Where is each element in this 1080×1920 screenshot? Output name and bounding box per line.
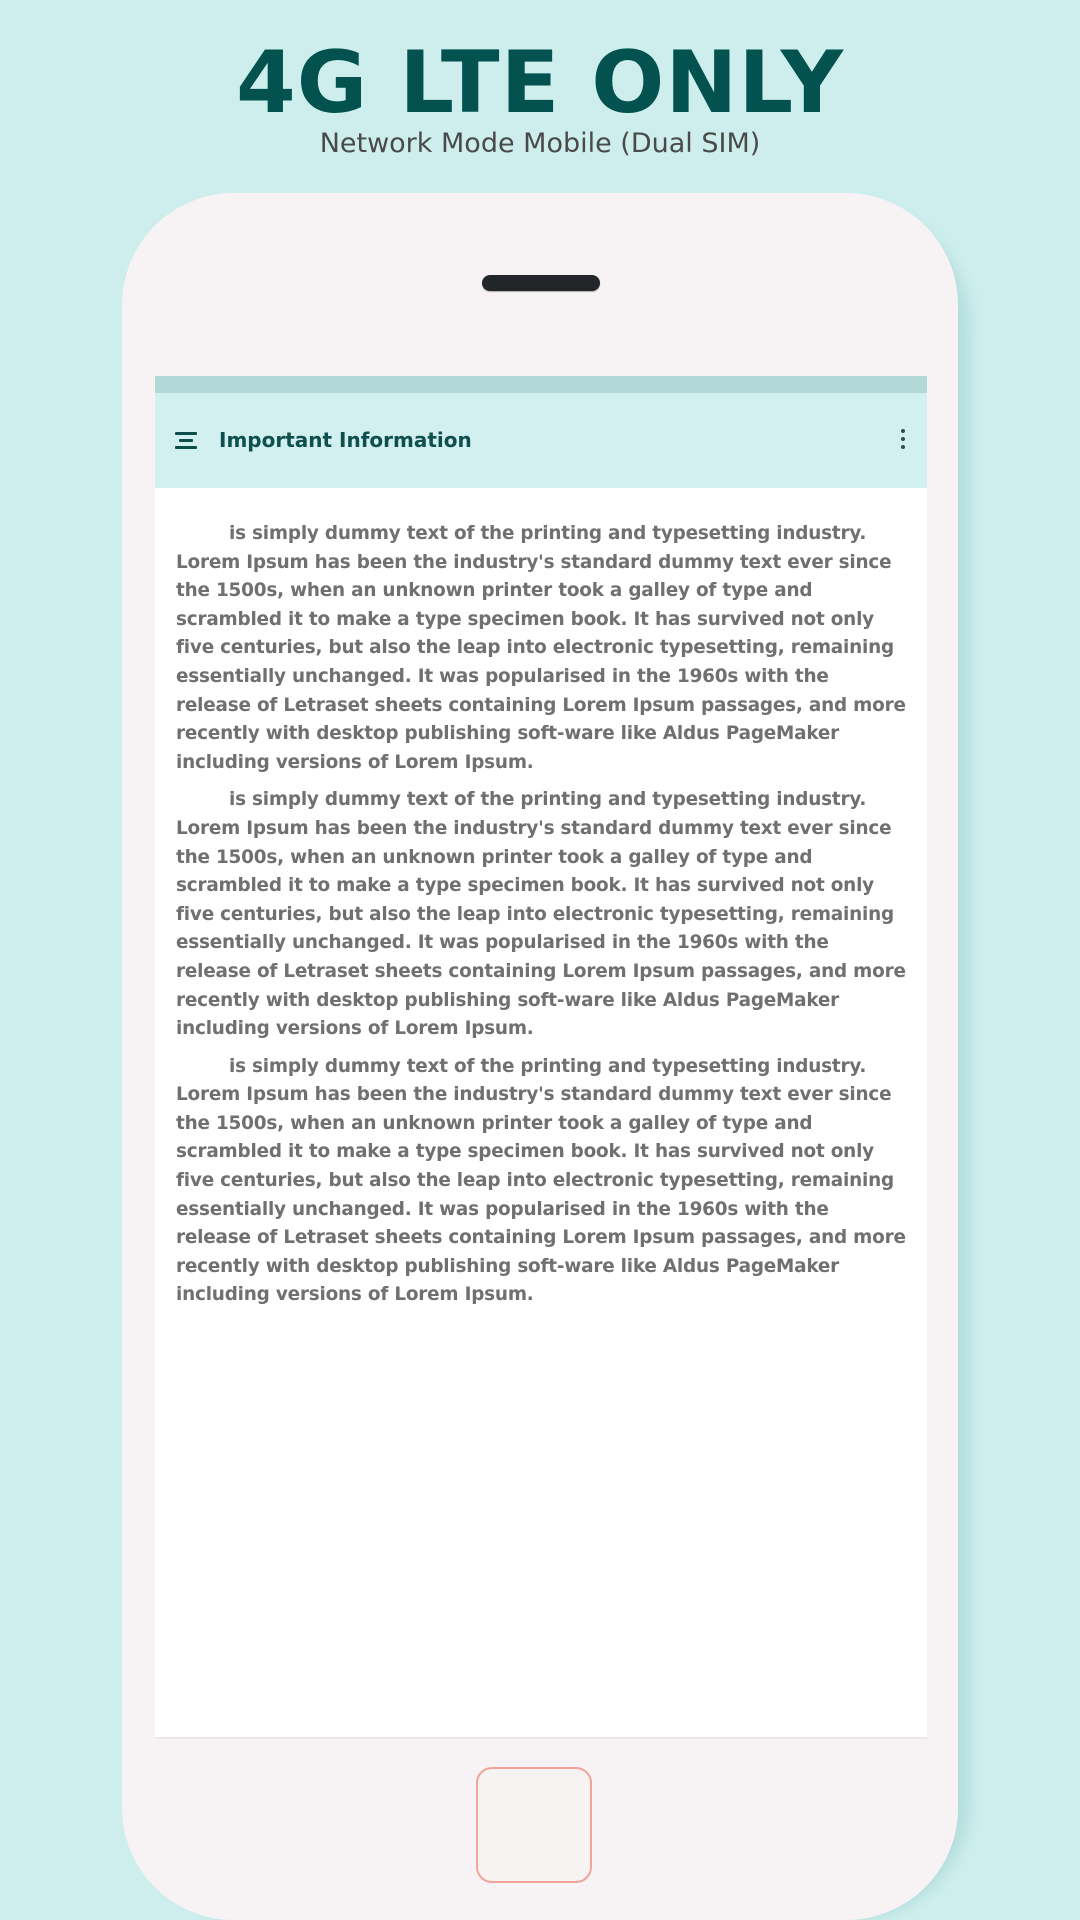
promo-title: 4G LTE ONLY [235, 33, 845, 133]
content-paragraph: is simply dummy text of the printing and typesetting industry. Lorem Ipsum has been the industry's standard dummy text ever since the 1500s, when an unknown printer took a galley of type and scrambled it to make a type specimen book. It has survived not only five centuries, but also the leap into electronic typesetting, remaining essentially unchanged. It was popularised in the 1960s with the release of Letraset sheets containing Lorem Ipsum passages, and more recently with desktop publishing soft-ware like Aldus PageMaker including versions of Lorem Ipsum. [176, 789, 906, 1040]
phone-screen [155, 376, 927, 1737]
more-vertical-icon[interactable] [899, 429, 907, 451]
screen-bottom-edge [155, 1737, 927, 1739]
phone-speaker [482, 275, 600, 291]
status-bar [155, 376, 927, 393]
toolbar-title: Important Information [219, 428, 472, 452]
app-toolbar [155, 393, 927, 488]
content-body [176, 520, 908, 1319]
home-button[interactable] [476, 1767, 592, 1883]
hamburger-menu-icon[interactable] [175, 431, 197, 451]
content-paragraph: is simply dummy text of the printing and typesetting industry. Lorem Ipsum has been the industry's standard dummy text ever since the 1500s, when an unknown printer took a galley of type and scrambled it to make a type specimen book. It has survived not only five centuries, but also the leap into electronic typesetting, remaining essentially unchanged. It was popularised in the 1960s with the release of Letraset sheets containing Lorem Ipsum passages, and more recently with desktop publishing soft-ware like Aldus PageMaker including versions of Lorem Ipsum. [176, 523, 906, 773]
promo-subtitle: Network Mode Mobile (Dual SIM) [319, 128, 761, 159]
content-paragraph: is simply dummy text of the printing and typesetting industry. Lorem Ipsum has been the industry's standard dummy text ever since the 1500s, when an unknown printer took a galley of type and scrambled it to make a type specimen book. It has survived not only five centuries, but also the leap into electronic typesetting, remaining essentially unchanged. It was popularised in the 1960s with the release of Letraset sheets containing Lorem Ipsum passages, and more recently with desktop publishing soft-ware like Aldus PageMaker including versions of Lorem Ipsum. [176, 1055, 906, 1306]
